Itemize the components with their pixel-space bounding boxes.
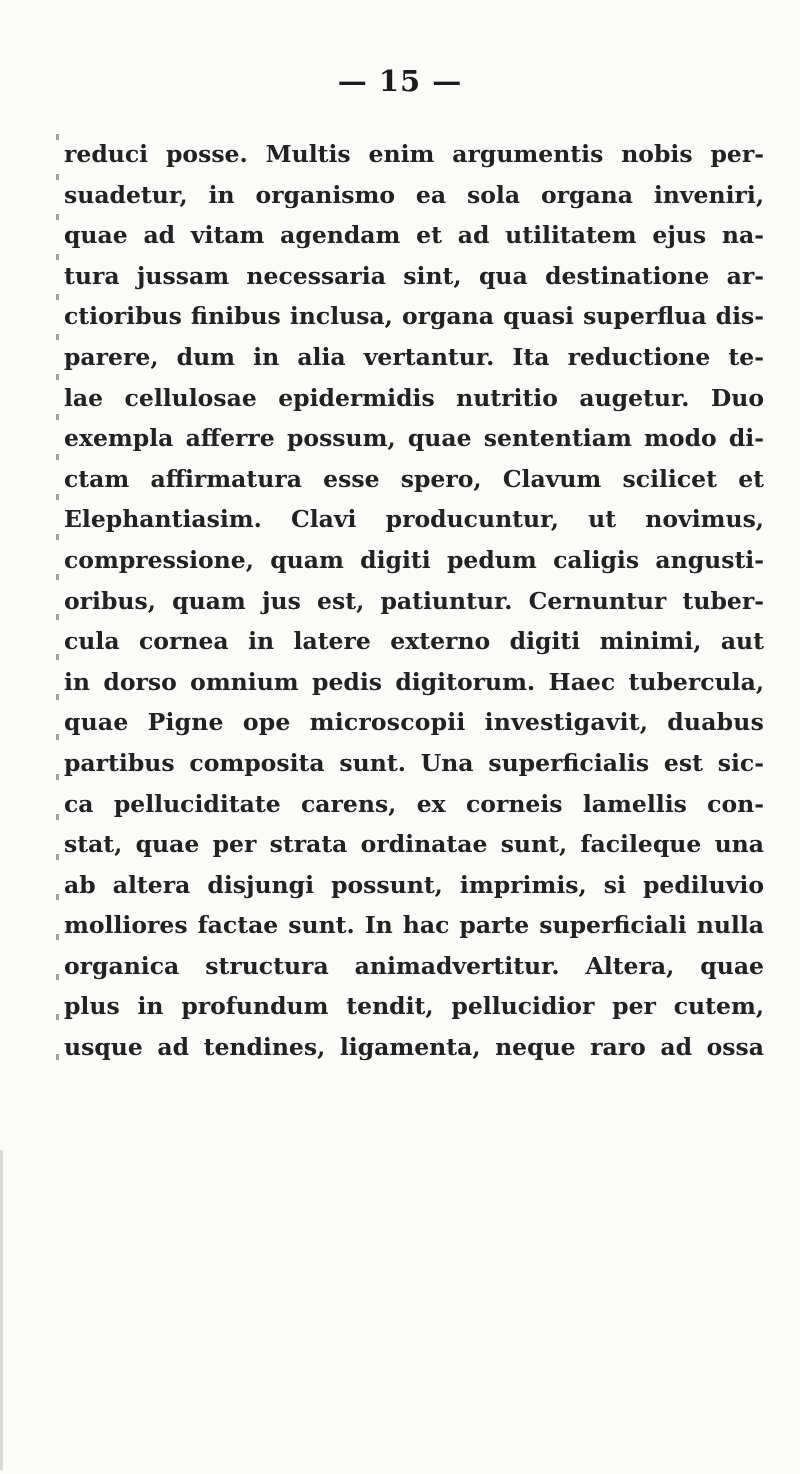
page-edge-shadow [0,1150,3,1470]
text-line: suadetur, in organismo ea sola organa inveniri, [64,180,764,209]
text-line: organica structura animadvertitur. Altera, quae [64,951,764,980]
text-line: partibus composita sunt. Una superficialis est sic- [64,748,764,777]
body-text [64,134,764,1068]
text-line: lae cellulosae epidermidis nutritio augetur. Duo [64,383,764,412]
text-line: usque ad tendines, ligamenta, neque raro ad ossa [64,1033,764,1062]
text-line: exempla afferre possum, quae sententiam modo di- [64,424,764,453]
text-line: ctam affirmatura esse spero, Clavum scilicet et [64,464,764,493]
text-line: parere, dum in alia vertantur. Ita reductione te- [64,342,764,371]
text-line: in dorso omnium pedis digitorum. Haec tubercula, [64,667,764,696]
text-line: Elephantiasim. Clavi producuntur, ut novimus, [64,505,764,534]
binding-edge-marks [56,134,59,1074]
text-line: plus in profundum tendit, pellucidior per cutem, [64,992,764,1021]
text-line: cula cornea in latere externo digiti minimi, aut [64,627,764,656]
text-line: molliores factae sunt. In hac parte superficiali nulla [64,911,764,940]
text-line: ab altera disjungi possunt, imprimis, si pediluvio [64,870,764,899]
text-line: reduci posse. Multis enim argumentis nobis per- [64,140,764,168]
text-line: tura jussam necessaria sint, qua destinatione ar- [64,261,764,290]
text-line: quae Pigne ope microscopii investigavit, duabus [64,708,764,737]
text-line: ca pelluciditate carens, ex corneis lamellis con- [64,789,764,818]
text-line: compressione, quam digiti pedum caligis angusti- [64,545,764,574]
text-line: oribus, quam jus est, patiuntur. Cernuntur tuber- [64,586,764,615]
page-number: — 15 — [337,64,463,98]
text-line: stat, quae per strata ordinatae sunt, facileque una [64,830,764,859]
text-line: quae ad vitam agendam et ad utilitatem ejus na- [64,221,764,250]
text-line: ctioribus finibus inclusa, organa quasi superflua dis- [64,302,764,331]
